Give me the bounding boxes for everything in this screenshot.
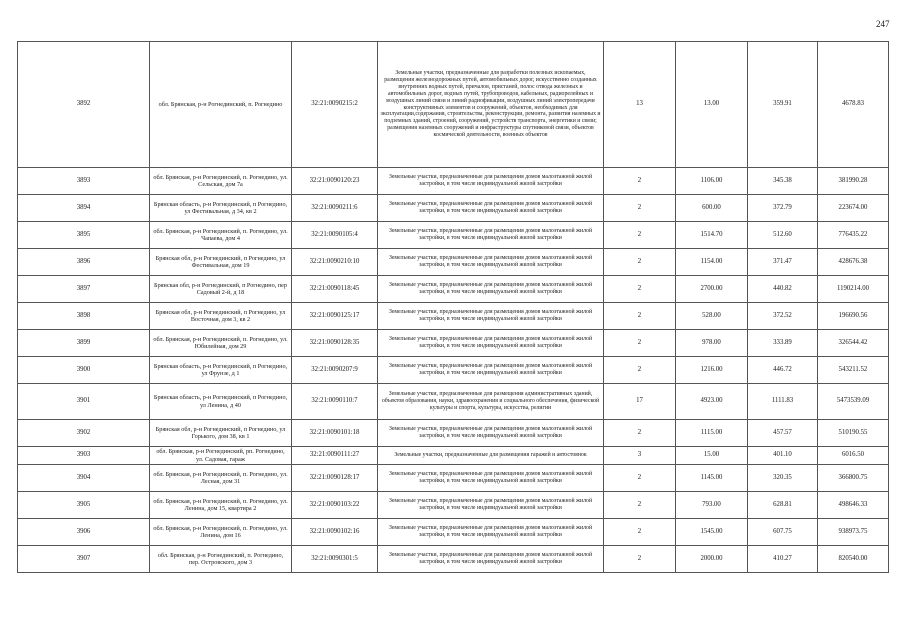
land-use-cell: Земельные участки, предназначенные для размещения домов малоэтажной жилой застройки, в том числе индивидуальной жилой застройки — [378, 276, 604, 303]
land-use-cell: Земельные участки, предназначенные для размещения домов малоэтажной жилой застройки, в том числе индивидуальной жилой застройки — [378, 222, 604, 249]
cadastral-number-cell: 32:21:0090211:6 — [292, 195, 378, 222]
land-plots-table — [17, 41, 889, 573]
cadastral-number-cell: 32:21:0090207:9 — [292, 357, 378, 384]
cadastral-number-cell: 32:21:0090105:4 — [292, 222, 378, 249]
row-number: 3905 — [18, 492, 150, 519]
row-number: 3892 — [18, 42, 150, 168]
cadastral-number-cell: 32:21:0090128:17 — [292, 465, 378, 492]
area-cell: 1514.70 — [676, 222, 748, 249]
land-use-cell: Земельные участки, предназначенные для размещения домов малоэтажной жилой застройки, в том числе индивидуальной жилой застройки — [378, 303, 604, 330]
row-number: 3894 — [18, 195, 150, 222]
specific-value-cell: 440.82 — [748, 276, 818, 303]
group-cell: 2 — [604, 519, 676, 546]
land-use-cell: Земельные участки, предназначенные для размещения административных зданий, объектов образования, науки, здравоохранения и социального обеспечения, физической культуры и спорта, культуры, искусства, религии — [378, 384, 604, 420]
specific-value-cell: 372.79 — [748, 195, 818, 222]
table-row — [18, 42, 889, 168]
area-cell: 1106.00 — [676, 168, 748, 195]
area-cell: 4923.00 — [676, 384, 748, 420]
land-use-cell: Земельные участки, предназначенные для размещения домов малоэтажной жилой застройки, в том числе индивидуальной жилой застройки — [378, 168, 604, 195]
specific-value-cell: 446.72 — [748, 357, 818, 384]
land-use-cell: Земельные участки, предназначенные для размещения домов малоэтажной жилой застройки, в том числе индивидуальной жилой застройки — [378, 420, 604, 447]
area-cell: 2700.00 — [676, 276, 748, 303]
row-number: 3901 — [18, 384, 150, 420]
address-cell: Брянская область, р-н Рогнединский, п Рогнедино, ул Фестивальная, д 34, кв 2 — [150, 195, 292, 222]
address-cell: Брянская обл, р-н Рогнединский, п Рогнедино, ул Горького, дом 38, кв 1 — [150, 420, 292, 447]
table-row — [18, 222, 889, 249]
cadastral-value-cell: 776435.22 — [818, 222, 889, 249]
row-number: 3899 — [18, 330, 150, 357]
area-cell: 1216.00 — [676, 357, 748, 384]
area-cell: 600.00 — [676, 195, 748, 222]
group-cell: 13 — [604, 42, 676, 168]
row-number: 3898 — [18, 303, 150, 330]
group-cell: 2 — [604, 249, 676, 276]
area-cell: 978.00 — [676, 330, 748, 357]
specific-value-cell: 371.47 — [748, 249, 818, 276]
group-cell: 2 — [604, 168, 676, 195]
table-row — [18, 384, 889, 420]
cadastral-value-cell: 428676.38 — [818, 249, 889, 276]
area-cell: 1154.00 — [676, 249, 748, 276]
cadastral-number-cell: 32:21:0090103:22 — [292, 492, 378, 519]
land-use-cell: Земельные участки, предназначенные для размещения гаражей и автостоянок — [378, 447, 604, 465]
table-row — [18, 330, 889, 357]
row-number: 3897 — [18, 276, 150, 303]
address-cell: обл. Брянская, р-н Рогнединский, п. Рогнедино, ул. Чапаева, дом 4 — [150, 222, 292, 249]
table-row — [18, 546, 889, 573]
area-cell: 1115.00 — [676, 420, 748, 447]
cadastral-value-cell: 543211.52 — [818, 357, 889, 384]
address-cell: обл. Брянская, р-н Рогнединский, рп. Рогнедино, ул. Садовая, гараж — [150, 447, 292, 465]
land-use-cell: Земельные участки, предназначенные для размещения домов малоэтажной жилой застройки, в том числе индивидуальной жилой застройки — [378, 249, 604, 276]
area-cell: 15.00 — [676, 447, 748, 465]
cadastral-number-cell: 32:21:0090118:45 — [292, 276, 378, 303]
group-cell: 2 — [604, 303, 676, 330]
cadastral-number-cell: 32:21:0090125:17 — [292, 303, 378, 330]
table-row — [18, 195, 889, 222]
cadastral-number-cell: 32:21:0090128:35 — [292, 330, 378, 357]
address-cell: Брянская обл, р-н Рогнединский, п Рогнедино, ул Фестивальная, дом 19 — [150, 249, 292, 276]
address-cell: обл. Брянская, р-н Рогнединский, п. Рогнедино, ул. Ленина, дом 16 — [150, 519, 292, 546]
row-number: 3896 — [18, 249, 150, 276]
specific-value-cell: 320.35 — [748, 465, 818, 492]
row-number: 3900 — [18, 357, 150, 384]
cadastral-value-cell: 1190214.00 — [818, 276, 889, 303]
group-cell: 2 — [604, 276, 676, 303]
land-use-cell: Земельные участки, предназначенные для размещения домов малоэтажной жилой застройки, в том числе индивидуальной жилой застройки — [378, 492, 604, 519]
cadastral-value-cell: 820540.00 — [818, 546, 889, 573]
group-cell: 2 — [604, 465, 676, 492]
page-number: 247 — [876, 19, 890, 29]
group-cell: 3 — [604, 447, 676, 465]
specific-value-cell: 607.75 — [748, 519, 818, 546]
table-row — [18, 465, 889, 492]
group-cell: 2 — [604, 357, 676, 384]
row-number: 3907 — [18, 546, 150, 573]
address-cell: обл. Брянская, р-н Рогнединский, п. Рогнедино, пер. Островского, дом 3 — [150, 546, 292, 573]
specific-value-cell: 512.60 — [748, 222, 818, 249]
cadastral-value-cell: 5473539.09 — [818, 384, 889, 420]
cadastral-number-cell: 32:21:0090210:10 — [292, 249, 378, 276]
row-number: 3902 — [18, 420, 150, 447]
land-use-cell: Земельные участки, предназначенные для размещения домов малоэтажной жилой застройки, в том числе индивидуальной жилой застройки — [378, 519, 604, 546]
group-cell: 2 — [604, 195, 676, 222]
address-cell: обл. Брянская, р-н Рогнединский, п. Рогнедино, ул. Лесная, дом 31 — [150, 465, 292, 492]
area-cell: 1145.00 — [676, 465, 748, 492]
table-row — [18, 447, 889, 465]
cadastral-value-cell: 510190.55 — [818, 420, 889, 447]
area-cell: 2000.00 — [676, 546, 748, 573]
land-use-cell: Земельные участки, предназначенные для размещения домов малоэтажной жилой застройки, в том числе индивидуальной жилой застройки — [378, 195, 604, 222]
specific-value-cell: 333.89 — [748, 330, 818, 357]
group-cell: 2 — [604, 492, 676, 519]
group-cell: 17 — [604, 384, 676, 420]
group-cell: 2 — [604, 546, 676, 573]
land-use-cell: Земельные участки, предназначенные для размещения домов малоэтажной жилой застройки, в том числе индивидуальной жилой застройки — [378, 546, 604, 573]
cadastral-value-cell: 938973.75 — [818, 519, 889, 546]
row-number: 3903 — [18, 447, 150, 465]
address-cell: обл. Брянская, р-н Рогнединский, п. Рогнедино — [150, 42, 292, 168]
row-number: 3906 — [18, 519, 150, 546]
address-cell: Брянская обл, р-н Рогнединский, п Рогнедино, ул Восточная, дом 3, кв 2 — [150, 303, 292, 330]
cadastral-number-cell: 32:21:0090102:16 — [292, 519, 378, 546]
land-use-cell: Земельные участки, предназначенные для размещения домов малоэтажной жилой застройки, в том числе индивидуальной жилой застройки — [378, 330, 604, 357]
area-cell: 13.00 — [676, 42, 748, 168]
address-cell: обл. Брянская, р-н Рогнединский, п. Рогнедино, ул. Сельская, дом 7а — [150, 168, 292, 195]
area-cell: 528.00 — [676, 303, 748, 330]
specific-value-cell: 1111.83 — [748, 384, 818, 420]
table-row — [18, 168, 889, 195]
specific-value-cell: 628.81 — [748, 492, 818, 519]
land-use-cell: Земельные участки, предназначенные для разработки полезных ископаемых, размещения железнодорожных путей, автомобильных дорог, искусственно созданных внутренних водных путей, причалов, пристаней, полос отвода железных и автомобильных дорог, водных путей, трубопроводов, кабельных, радиорелейных и воздушных линий связи и линий радиофикации, воздушных линий электропередачи конструктивных элементов и сооружений, объектов, необходимых для эксплуатации,содержания, строительства, реконструкции, ремонта, развития наземных и подземных зданий, строений, сооружений, устройств транспорта, энергетики и связи; размещения наземных сооружений и инфраструктуры спутниковой связи, объектов космической деятельности, военных объектов — [378, 42, 604, 168]
specific-value-cell: 401.10 — [748, 447, 818, 465]
address-cell: обл. Брянская, р-н Рогнединский, п. Рогнедино, ул. Ленина, дом 15, квартира 2 — [150, 492, 292, 519]
address-cell: Брянская область, р-н Рогнединский, п Рогнедино, ул Фрунзе, д 1 — [150, 357, 292, 384]
specific-value-cell: 372.52 — [748, 303, 818, 330]
cadastral-value-cell: 223674.00 — [818, 195, 889, 222]
specific-value-cell: 410.27 — [748, 546, 818, 573]
group-cell: 2 — [604, 222, 676, 249]
row-number: 3895 — [18, 222, 150, 249]
row-number: 3893 — [18, 168, 150, 195]
table-row — [18, 357, 889, 384]
table-row — [18, 492, 889, 519]
cadastral-number-cell: 32:21:0090101:18 — [292, 420, 378, 447]
specific-value-cell: 345.38 — [748, 168, 818, 195]
cadastral-number-cell: 32:21:0090215:2 — [292, 42, 378, 168]
table-row — [18, 519, 889, 546]
cadastral-value-cell: 381990.28 — [818, 168, 889, 195]
area-cell: 1545.00 — [676, 519, 748, 546]
specific-value-cell: 457.57 — [748, 420, 818, 447]
row-number: 3904 — [18, 465, 150, 492]
cadastral-number-cell: 32:21:0090110:7 — [292, 384, 378, 420]
cadastral-number-cell: 32:21:0090111:27 — [292, 447, 378, 465]
land-use-cell: Земельные участки, предназначенные для размещения домов малоэтажной жилой застройки, в том числе индивидуальной жилой застройки — [378, 465, 604, 492]
table-body — [18, 42, 889, 573]
cadastral-value-cell: 326544.42 — [818, 330, 889, 357]
cadastral-value-cell: 498646.33 — [818, 492, 889, 519]
address-cell: обл. Брянская, р-н Рогнединский, п. Рогнедино, ул. Юбилейная, дом 29 — [150, 330, 292, 357]
cadastral-number-cell: 32:21:0090301:5 — [292, 546, 378, 573]
land-use-cell: Земельные участки, предназначенные для размещения домов малоэтажной жилой застройки, в том числе индивидуальной жилой застройки — [378, 357, 604, 384]
specific-value-cell: 359.91 — [748, 42, 818, 168]
address-cell: Брянская область, р-н Рогнединский, п Рогнедино, ул Ленина, д 40 — [150, 384, 292, 420]
cadastral-value-cell: 366800.75 — [818, 465, 889, 492]
group-cell: 2 — [604, 330, 676, 357]
cadastral-value-cell: 6016.50 — [818, 447, 889, 465]
cadastral-value-cell: 196690.56 — [818, 303, 889, 330]
table-row — [18, 249, 889, 276]
address-cell: Брянская обл, р-н Рогнединский, п Рогнедино, пер Садовый 2-й, д 18 — [150, 276, 292, 303]
area-cell: 793.00 — [676, 492, 748, 519]
table-row — [18, 420, 889, 447]
group-cell: 2 — [604, 420, 676, 447]
cadastral-number-cell: 32:21:0090120:23 — [292, 168, 378, 195]
cadastral-value-cell: 4678.83 — [818, 42, 889, 168]
table-row — [18, 303, 889, 330]
table-row — [18, 276, 889, 303]
